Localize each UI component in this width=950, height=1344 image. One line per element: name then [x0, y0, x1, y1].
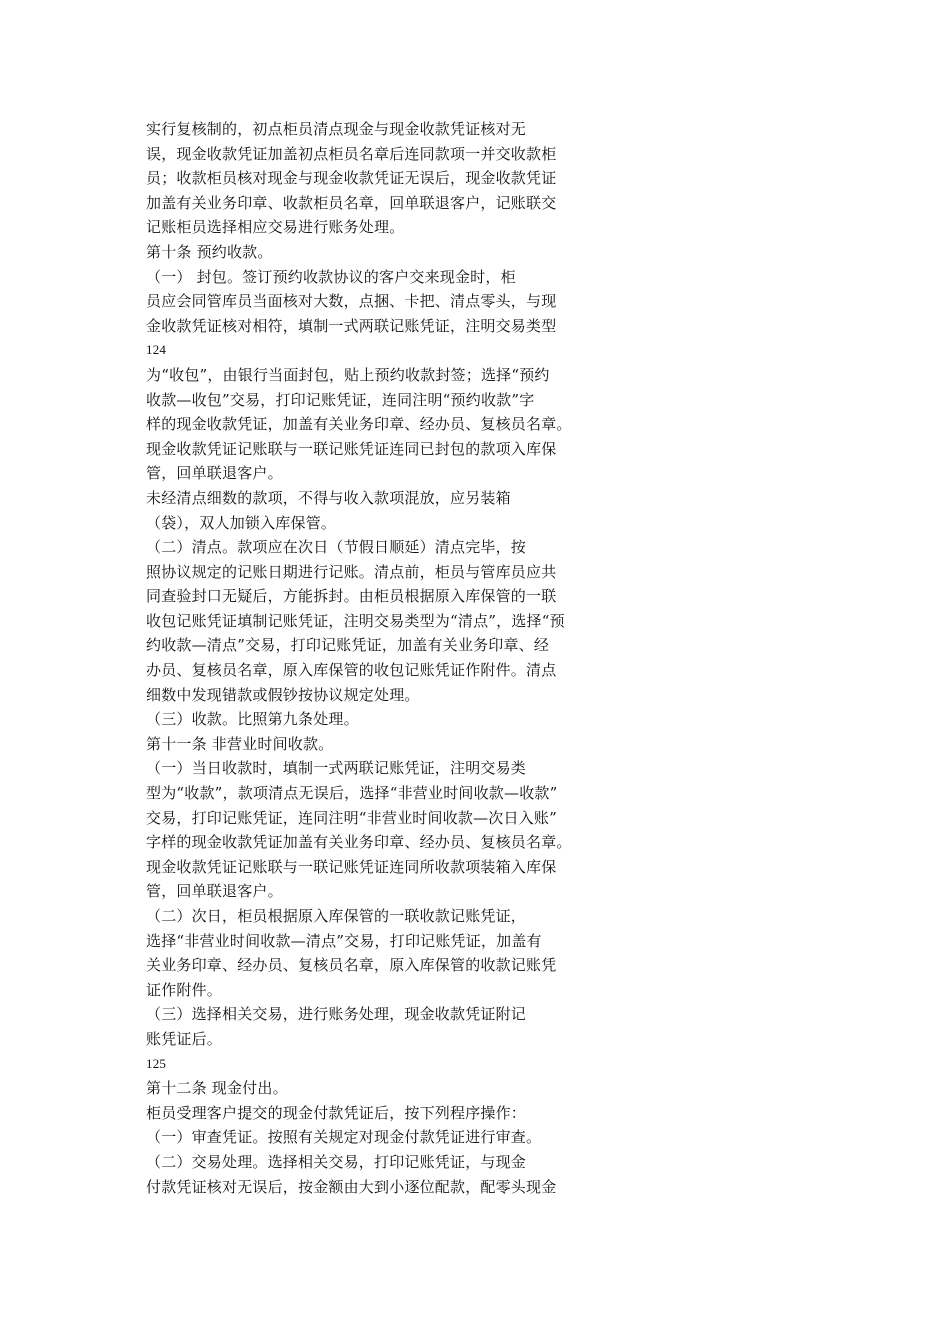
text-line: 收款—收包”交易，打印记账凭证，连同注明“预约收款”字 — [146, 390, 535, 409]
text-line: 收包记账凭证填制记账凭证，注明交易类型为“清点”，选择“预 — [146, 611, 565, 630]
text-line: 员；收款柜员核对现金与现金收款凭证无误后，现金收款凭证 — [146, 169, 557, 188]
text-line: 加盖有关业务印章、收款柜员名章，回单联退客户，记账联交 — [146, 193, 557, 212]
text-line: 样的现金收款凭证，加盖有关业务印章、经办员、复核员名章。 — [146, 415, 572, 434]
section-heading: 第十二条 现金付出。 — [146, 1079, 288, 1098]
text-line: 实行复核制的，初点柜员清点现金与现金收款凭证核对无 — [146, 120, 527, 138]
text-line: （袋），双人加锁入库保管。 — [146, 513, 337, 532]
text-line: 交易，打印记账凭证，连同注明“非营业时间收款—次日入账” — [146, 808, 557, 827]
text-line: 柜员受理客户提交的现金付款凭证后，按下列程序操作： — [146, 1103, 527, 1122]
text-line: 账凭证后。 — [146, 1029, 223, 1048]
text-line: 同查验封口无疑后，方能拆封。由柜员根据原入库保管的一联 — [146, 587, 557, 606]
text-line: 约收款—清点”交易，打印记账凭证，加盖有关业务印章、经 — [146, 636, 550, 655]
text-line: 付款凭证核对无误后，按金额由大到小逐位配款，配零头现金 — [146, 1177, 557, 1196]
text-line: （二）交易处理。选择相关交易，打印记账凭证，与现金 — [146, 1152, 527, 1171]
text-line: （三）收款。比照第九条处理。 — [146, 710, 359, 729]
text-line: 误，现金收款凭证加盖初点柜员名章后连同款项一并交收款柜 — [146, 144, 557, 163]
page-number: 124 — [146, 342, 167, 358]
text-line: （三）选择相关交易，进行账务处理，现金收款凭证附记 — [146, 1005, 527, 1024]
section-heading: 第十条 预约收款。 — [146, 242, 273, 261]
text-line: 未经清点细数的款项，不得与收入款项混放，应另装箱 — [146, 488, 511, 507]
text-line: （一）审查凭证。按照有关规定对现金付款凭证进行审查。 — [146, 1128, 542, 1147]
text-line: 办员、复核员名章，原入库保管的收包记账凭证作附件。清点 — [146, 661, 557, 680]
text-line: （一）当日收款时，填制一式两联记账凭证，注明交易类 — [146, 759, 527, 778]
text-line: 现金收款凭证记账联与一联记账凭证连同所收款项装箱入库保 — [146, 857, 557, 876]
text-line: 证作附件。 — [146, 980, 223, 999]
text-line: （二）次日，柜员根据原入库保管的一联收款记账凭证， — [146, 907, 527, 925]
document-body — [146, 117, 646, 1199]
text-line: 现金收款凭证记账联与一联记账凭证连同已封包的款项入库保 — [146, 439, 557, 458]
text-line: 金收款凭证核对相符，填制一式两联记账凭证，注明交易类型 — [146, 316, 557, 335]
text-line: 管，回单联退客户。 — [146, 464, 283, 483]
text-line: 照协议规定的记账日期进行记账。清点前，柜员与管库员应共 — [146, 562, 557, 581]
text-line: 细数中发现错款或假钞按协议规定处理。 — [146, 685, 420, 704]
text-line: 管，回单联退客户。 — [146, 882, 283, 901]
text-line: 关业务印章、经办员、复核员名章，原入库保管的收款记账凭 — [146, 956, 557, 975]
text-line: 记账柜员选择相应交易进行账务处理。 — [146, 218, 405, 237]
text-line: （一） 封包。签订预约收款协议的客户交来现金时，柜 — [146, 267, 516, 286]
text-line: 选择“非营业时间收款—清点”交易，打印记账凭证，加盖有 — [146, 931, 542, 950]
text-line: 员应会同管库员当面核对大数，点捆、卡把、清点零头，与现 — [146, 292, 557, 311]
section-heading: 第十一条 非营业时间收款。 — [146, 734, 334, 753]
text-line: 字样的现金收款凭证加盖有关业务印章、经办员、复核员名章。 — [146, 833, 572, 852]
text-line: 型为“收款”，款项清点无误后，选择“非营业时间收款—收款” — [146, 784, 558, 803]
text-line: 为“收包”，由银行当面封包，贴上预约收款封签；选择“预约 — [146, 365, 550, 384]
text-line: （二）清点。款项应在次日（节假日顺延）清点完毕，按 — [146, 538, 527, 557]
page-number: 125 — [146, 1055, 167, 1071]
